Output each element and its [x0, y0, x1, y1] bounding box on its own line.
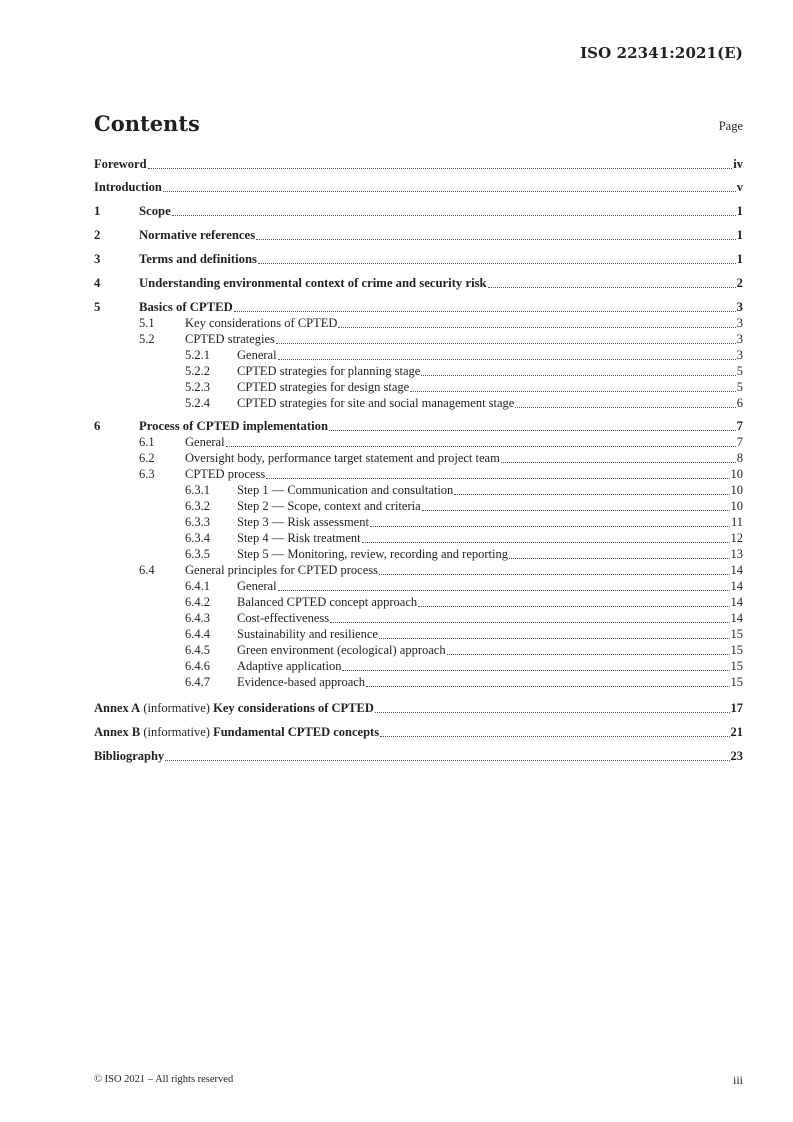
toc-entry-number: 6.4.6 — [185, 659, 210, 673]
toc-entry[interactable] — [94, 498, 743, 514]
toc-entry-page: 7 — [736, 419, 743, 433]
toc-entry[interactable] — [94, 156, 743, 172]
toc-entry-title — [237, 594, 417, 610]
toc-entry-page: 10 — [730, 499, 743, 513]
toc-dot-leader — [380, 735, 729, 737]
toc-entry-title-part: Annex A — [94, 701, 141, 715]
toc-entry-page: 3 — [736, 300, 743, 314]
toc-entry-title — [94, 748, 164, 764]
toc-entry-title-part: Normative references — [139, 228, 256, 242]
toc-entry[interactable] — [94, 626, 743, 642]
toc-entry-number: 6 — [94, 419, 101, 433]
toc-dot-leader — [362, 541, 730, 543]
toc-entry-title-part: Key considerations of CPTED — [213, 701, 374, 715]
toc-dot-leader — [379, 637, 730, 639]
toc-entry-title — [185, 562, 378, 578]
toc-dot-leader — [410, 390, 736, 392]
toc-entry-page: 10 — [730, 483, 743, 497]
toc-entry-title — [185, 331, 275, 347]
toc-entry-title — [94, 700, 374, 716]
toc-entry-title-part: Basics of CPTED — [139, 300, 233, 314]
toc-dot-leader — [454, 493, 729, 495]
toc-entry-page: 8 — [736, 451, 743, 465]
page-title: Contents — [94, 111, 200, 136]
toc-dot-leader — [276, 342, 736, 344]
toc-entry[interactable] — [94, 546, 743, 562]
toc-entry-title-part: Step 1 — Communication and consultation — [237, 483, 454, 497]
toc-entry-title-part: Step 3 — Risk assessment — [237, 515, 369, 529]
toc-entry[interactable] — [94, 530, 743, 546]
toc-entry-title — [139, 299, 233, 315]
toc-entry-number: 2 — [94, 228, 101, 242]
toc-dot-leader — [422, 509, 730, 511]
toc-entry-number: 6.4.7 — [185, 675, 210, 689]
document-id: ISO 22341:2021(E) — [580, 44, 743, 62]
toc-entry-title — [237, 626, 378, 642]
toc-entry-title — [237, 546, 508, 562]
toc-dot-leader — [447, 653, 730, 655]
toc-entry-page: v — [736, 180, 743, 194]
toc-dot-leader — [234, 310, 736, 312]
toc-entry-title-part: General — [237, 579, 277, 593]
toc-dot-leader — [329, 429, 736, 431]
toc-entry[interactable] — [94, 275, 743, 291]
toc-entry-title — [185, 450, 500, 466]
toc-entry-title-part: General — [185, 435, 225, 449]
toc-entry-title-part: Step 2 — Scope, context and criteria — [237, 499, 421, 513]
toc-entry[interactable] — [94, 482, 743, 498]
toc-entry[interactable] — [94, 578, 743, 594]
toc-entry-number: 6.3.2 — [185, 499, 210, 513]
toc-dot-leader — [501, 461, 736, 463]
toc-entry-title-part: CPTED process — [185, 467, 266, 481]
toc-entry-page: 10 — [730, 467, 743, 481]
toc-entry-title-part: Green environment (ecological) approach — [237, 643, 446, 657]
toc-dot-leader — [418, 605, 729, 607]
toc-entry-number: 3 — [94, 252, 101, 266]
toc-entry[interactable] — [94, 363, 743, 379]
toc-entry[interactable] — [94, 562, 743, 578]
toc-entry-title — [139, 251, 257, 267]
toc-entry-title-part: CPTED strategies — [185, 332, 275, 346]
toc-entry-title — [185, 466, 265, 482]
toc-entry-page: 2 — [736, 276, 743, 290]
toc-dot-leader — [488, 286, 736, 288]
toc-entry-page: 15 — [730, 627, 743, 641]
toc-dot-leader — [338, 326, 735, 328]
toc-entry-title — [139, 227, 255, 243]
toc-dot-leader — [163, 190, 736, 192]
toc-entry-number: 6.3.5 — [185, 547, 210, 561]
toc-dot-leader — [226, 445, 736, 447]
toc-entry-title-part: Sustainability and resilience — [237, 627, 378, 641]
toc-entry-title — [139, 418, 328, 434]
page-number: iii — [732, 1073, 743, 1087]
toc-dot-leader — [278, 589, 730, 591]
toc-entry-title-part: Oversight body, performance target statement and project team — [185, 451, 500, 465]
toc-entry-title-part: Balanced CPTED concept approach — [237, 595, 418, 609]
toc-entry-title — [237, 530, 361, 546]
toc-entry[interactable] — [94, 450, 743, 466]
toc-entry-number: 5.1 — [139, 316, 155, 330]
toc-entry-title — [237, 514, 369, 530]
toc-entry[interactable] — [94, 331, 743, 347]
toc-entry-number: 5.2.2 — [185, 364, 210, 378]
toc-entry-title — [237, 347, 277, 363]
toc-entry-title — [94, 156, 147, 172]
toc-entry-number: 5.2 — [139, 332, 155, 346]
toc-dot-leader — [256, 238, 736, 240]
toc-entry-page: 14 — [730, 611, 743, 625]
toc-entry[interactable] — [94, 379, 743, 395]
toc-entry-page: 14 — [730, 595, 743, 609]
toc-entry-title-part: (informative) — [140, 701, 214, 715]
toc-dot-leader — [258, 262, 736, 264]
toc-entry-number: 6.4.2 — [185, 595, 210, 609]
toc-dot-leader — [266, 477, 729, 479]
toc-entry-page: 3 — [736, 316, 743, 330]
toc-entry-page: 1 — [736, 204, 743, 218]
toc-entry-title-part: General — [237, 348, 277, 362]
toc-entry-title-part: Fundamental CPTED concepts — [213, 725, 380, 739]
toc-entry[interactable] — [94, 674, 743, 690]
toc-entry-title-part: Terms and definitions — [139, 252, 257, 266]
toc-entry-title — [139, 203, 171, 219]
toc-entry-number: 6.4.3 — [185, 611, 210, 625]
copyright-notice: © ISO 2021 – All rights reserved — [94, 1074, 234, 1085]
toc-entry-title — [237, 642, 446, 658]
toc-dot-leader — [342, 669, 729, 671]
toc-entry-title — [237, 395, 514, 411]
toc-entry-page: 15 — [730, 659, 743, 673]
toc-entry-number: 6.3.3 — [185, 515, 210, 529]
toc-entry[interactable] — [94, 418, 743, 434]
toc-entry-title — [237, 658, 341, 674]
toc-dot-leader — [366, 685, 729, 687]
toc-entry[interactable] — [94, 700, 743, 716]
toc-entry[interactable] — [94, 748, 743, 764]
toc-entry-title-part: Evidence-based approach — [237, 675, 366, 689]
toc-entry-page: 3 — [736, 348, 743, 362]
toc-dot-leader — [370, 525, 730, 527]
toc-entry-number: 5 — [94, 300, 101, 314]
toc-dot-leader — [165, 759, 729, 761]
toc-entry-number: 6.4.5 — [185, 643, 210, 657]
toc-entry-number: 6.2 — [139, 451, 155, 465]
toc-dot-leader — [421, 374, 735, 376]
toc-entry-number: 6.4.1 — [185, 579, 210, 593]
toc-entry-title — [185, 315, 337, 331]
toc-entry-title-part: (informative) — [140, 725, 214, 739]
toc-entry-number: 6.4.4 — [185, 627, 210, 641]
toc-entry[interactable] — [94, 299, 743, 315]
toc-entry[interactable] — [94, 610, 743, 626]
toc-entry[interactable] — [94, 658, 743, 674]
toc-entry-title — [94, 179, 162, 195]
toc-entry-title-part: Bibliography — [94, 749, 165, 763]
toc-entry-page: 15 — [730, 675, 743, 689]
toc-entry-title-part: Understanding environmental context of crime and security risk — [139, 276, 487, 290]
toc-entry[interactable] — [94, 594, 743, 610]
toc-entry-page: 23 — [730, 749, 743, 763]
toc-entry-title-part: CPTED strategies for design stage — [237, 380, 410, 394]
toc-dot-leader — [515, 406, 735, 408]
toc-entry-page: 21 — [730, 725, 743, 739]
toc-entry-page: 6 — [736, 396, 743, 410]
toc-entry-title-part: Step 4 — Risk treatment — [237, 531, 361, 545]
toc-entry[interactable] — [94, 179, 743, 195]
toc-entry[interactable] — [94, 315, 743, 331]
toc-entry-title-part: Key considerations of CPTED — [185, 316, 338, 330]
toc-entry[interactable] — [94, 227, 743, 243]
toc-entry-page: 7 — [736, 435, 743, 449]
toc-entry[interactable] — [94, 347, 743, 363]
toc-entry-page: 11 — [730, 515, 743, 529]
toc-entry-number: 4 — [94, 276, 101, 290]
toc-entry-page: 5 — [736, 364, 743, 378]
toc-dot-leader — [148, 167, 733, 169]
toc-entry-title-part: Adaptive application — [237, 659, 342, 673]
toc-entry-number: 5.2.1 — [185, 348, 210, 362]
toc-entry[interactable] — [94, 514, 743, 530]
page-column-label: Page — [718, 119, 743, 133]
toc-entry-number: 5.2.4 — [185, 396, 210, 410]
toc-entry-page: 13 — [730, 547, 743, 561]
toc-entry-title — [237, 674, 365, 690]
toc-entry-page: 3 — [736, 332, 743, 346]
toc-dot-leader — [172, 214, 736, 216]
toc-entry[interactable] — [94, 203, 743, 219]
toc-entry-title-part: Scope — [139, 204, 171, 218]
toc-entry-number: 5.2.3 — [185, 380, 210, 394]
toc-entry[interactable] — [94, 395, 743, 411]
toc-dot-leader — [509, 557, 729, 559]
toc-entry-page: 1 — [736, 228, 743, 242]
toc-entry-number: 1 — [94, 204, 101, 218]
toc-dot-leader — [278, 358, 736, 360]
toc-dot-leader — [379, 573, 730, 575]
toc-entry-page: 1 — [736, 252, 743, 266]
toc-entry-page: 17 — [730, 701, 743, 715]
toc-entry-title-part: CPTED strategies for planning stage — [237, 364, 421, 378]
toc-entry[interactable] — [94, 642, 743, 658]
toc-entry-page: iv — [733, 157, 743, 171]
toc-entry[interactable] — [94, 724, 743, 740]
toc-entry-page: 14 — [730, 579, 743, 593]
toc-entry-title-part: CPTED strategies for site and social management stage — [237, 396, 515, 410]
toc-entry-number: 6.1 — [139, 435, 155, 449]
toc-entry-title — [237, 379, 409, 395]
toc-dot-leader — [375, 711, 730, 713]
toc-entry-title — [139, 275, 487, 291]
toc-entry-number: 6.4 — [139, 563, 155, 577]
toc-entry-title — [237, 482, 453, 498]
toc-entry-title — [237, 498, 421, 514]
toc-entry-number: 6.3.4 — [185, 531, 210, 545]
toc-entry-number: 6.3.1 — [185, 483, 210, 497]
toc-entry-title-part: General principles for CPTED process — [185, 563, 378, 577]
toc-entry[interactable] — [94, 466, 743, 482]
toc-entry-number: 6.3 — [139, 467, 155, 481]
toc-entry-title — [185, 434, 225, 450]
toc-entry-title — [237, 363, 420, 379]
toc-entry-title-part: Foreword — [94, 157, 147, 171]
toc-entry-title-part: Annex B — [94, 725, 141, 739]
toc-entry-title-part: Step 5 — Monitoring, review, recording and reporting — [237, 547, 509, 561]
toc-entry[interactable] — [94, 251, 743, 267]
toc-entry-page: 5 — [736, 380, 743, 394]
toc-entry-page: 12 — [730, 531, 743, 545]
toc-entry-page: 14 — [730, 563, 743, 577]
toc-entry-page: 15 — [730, 643, 743, 657]
toc-entry-title — [237, 578, 277, 594]
toc-entry-title-part: Process of CPTED implementation — [139, 419, 328, 433]
toc-entry-title-part: Introduction — [94, 180, 162, 194]
toc-entry-title — [237, 610, 329, 626]
toc-dot-leader — [330, 621, 729, 623]
toc-entry-title-part: Cost-effectiveness — [237, 611, 330, 625]
toc-entry-title — [94, 724, 379, 740]
toc-entry[interactable] — [94, 434, 743, 450]
